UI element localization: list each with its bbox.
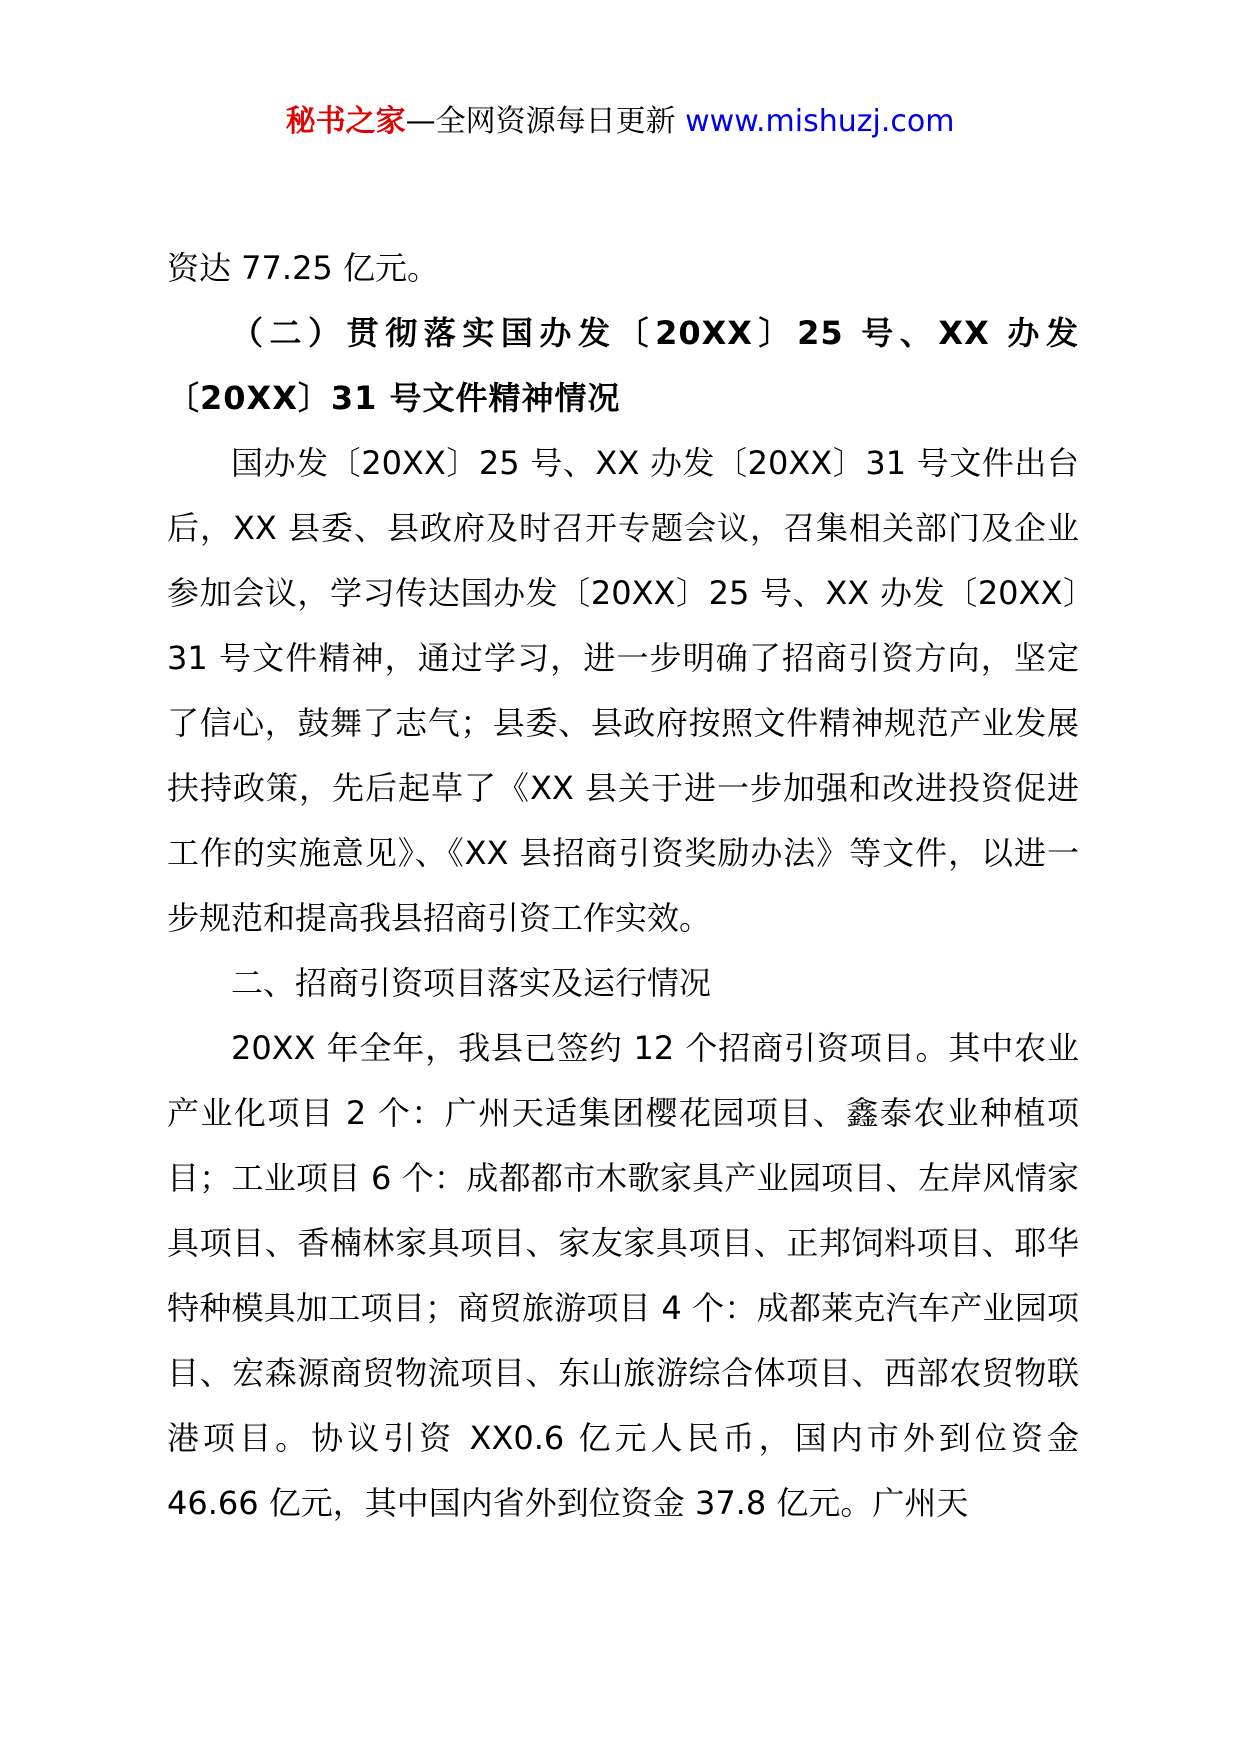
paragraph-projects: 20XX 年全年，我县已签约 12 个招商引资项目。其中农业产业化项目 2 个：广州天适集团樱花园项目、鑫泰农业种植项目；工业项目 6 个：成都都市木歌家具产业园项目、左岸风情家具项目、香楠林家具项目、家友家具项目、正邦饲料项目、耶华特种模具加工项目；商贸旅游项目 4 个：成都莱克汽车产业园项目、宏森源商贸物流项目、东山旅游综合体项目、西部农贸物联港项目。协议引资 XX0.6 亿元人民币，国内市外到位资金 46.66 亿元，其中国内省外到位资金 37.8 亿元。广州天: [167, 1029, 1079, 1522]
section-heading-2: （二）贯彻落实国办发〔20XX〕25 号、XX 办发〔20XX〕31 号文件精神情况: [167, 314, 1079, 417]
header-url-link[interactable]: www.mishuzj.com: [685, 104, 955, 139]
paragraph-continuation: 资达 77.25 亿元。: [167, 249, 439, 287]
page-header: [0, 100, 1240, 144]
paragraph-policy: 国办发〔20XX〕25 号、XX 办发〔20XX〕31 号文件出台后，XX 县委、县政府及时召开专题会议，召集相关部门及企业参加会议，学习传达国办发〔20XX〕25 号、XX 办发〔20XX〕31 号文件精神，通过学习，进一步明确了招商引资方向，坚定了信心，鼓舞了志气；县委、县政府按照文件精神规范产业发展扶持政策，先后起草了《XX 县关于进一步加强和改进投资促进工作的实施意见》、《XX 县招商引资奖励办法》等文件，以进一步规范和提高我县招商引资工作实效。: [167, 444, 1079, 937]
brand-name: 秘书之家: [285, 104, 406, 139]
header-tagline: —全网资源每日更新: [405, 104, 686, 139]
document-body: [167, 236, 1079, 1536]
section-heading-projects: 二、招商引资项目落实及运行情况: [231, 964, 712, 1002]
